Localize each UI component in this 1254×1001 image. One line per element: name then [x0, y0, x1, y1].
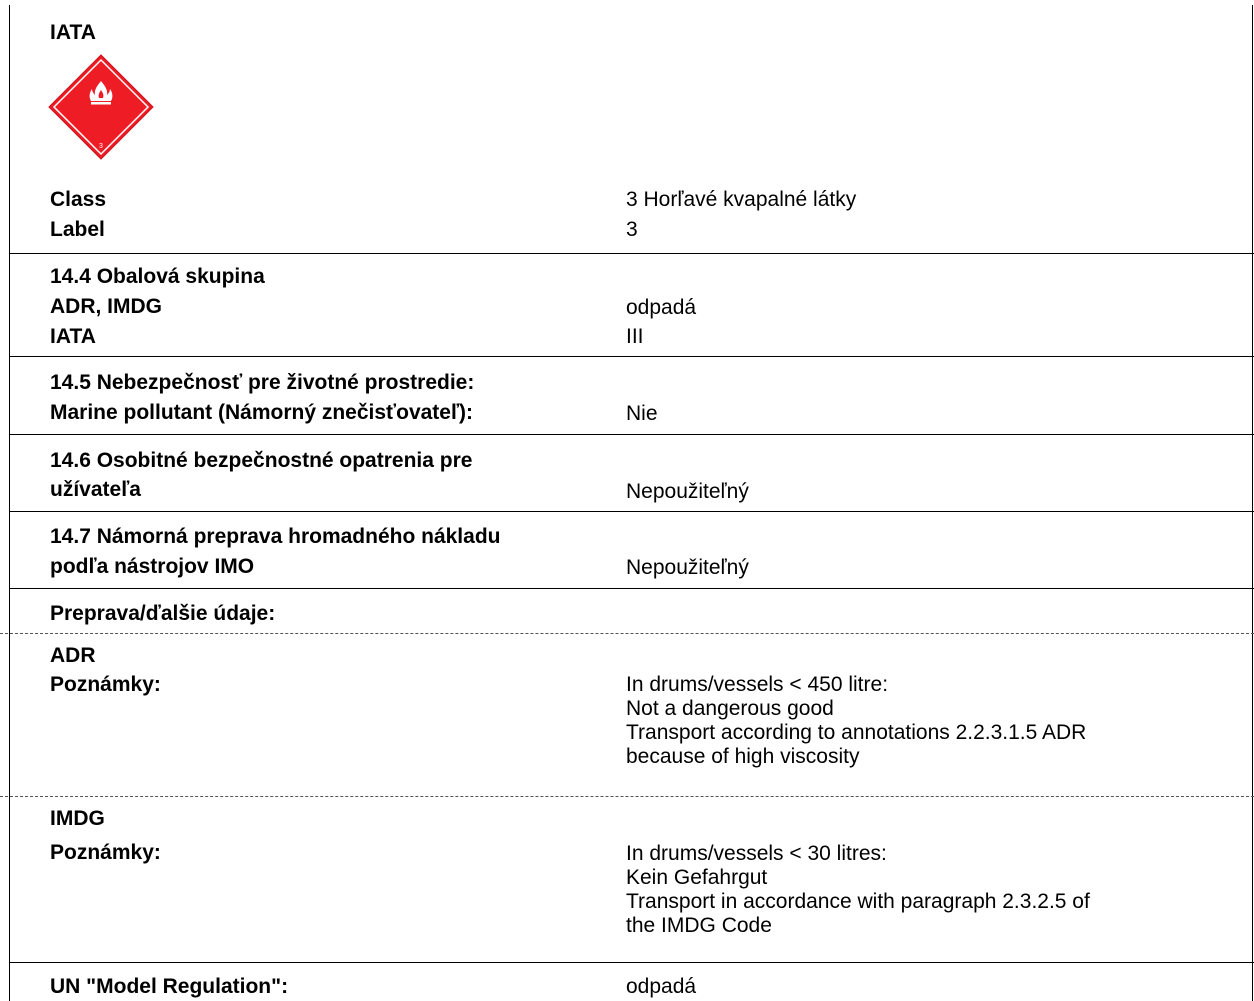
adr-heading: ADR [50, 644, 96, 667]
adr-note-line: because of high viscosity [626, 745, 860, 768]
dashed-divider [0, 796, 1254, 797]
special-precautions-value: Nepoužiteľný [626, 480, 749, 503]
marine-pollutant-label: Marine pollutant (Námorný znečisťovateľ): [50, 401, 474, 424]
bulk-transport-heading-line1: 14.7 Námorná preprava hromadného nákladu [50, 525, 501, 548]
marine-pollutant-value: Nie [626, 402, 658, 425]
environmental-heading: 14.5 Nebezpečnosť pre životné prostredie: [50, 371, 475, 394]
divider [9, 356, 1254, 357]
adr-imdg-value: odpadá [626, 296, 697, 319]
adr-imdg-label: ADR, IMDG [50, 295, 162, 318]
dashed-divider [0, 633, 1254, 634]
un-model-regulation-label: UN "Model Regulation": [50, 975, 289, 998]
imdg-notes-label: Poznámky: [50, 841, 161, 864]
adr-notes [626, 673, 1086, 769]
imdg-note-line: Transport in accordance with paragraph 2.3.2.5 of [626, 890, 1090, 913]
label-value: 3 [626, 218, 638, 241]
class-label: Class [50, 188, 107, 211]
label-label: Label [50, 218, 105, 241]
adr-note-line: In drums/vessels < 450 litre: [626, 673, 889, 696]
iata-value: III [626, 325, 644, 348]
iata-heading: IATA [50, 21, 96, 44]
adr-note-line: Not a dangerous good [626, 697, 834, 720]
imdg-notes [626, 842, 1090, 938]
special-precautions-heading-line1: 14.6 Osobitné bezpečnostné opatrenia pre [50, 449, 473, 472]
divider [9, 588, 1254, 589]
flame-hazard-class-3-icon [47, 53, 155, 161]
imdg-note-line: In drums/vessels < 30 litres: [626, 842, 887, 865]
transport-info-heading: Preprava/ďalšie údaje: [50, 602, 276, 625]
divider [9, 434, 1254, 435]
imdg-note-line: Kein Gefahrgut [626, 866, 768, 889]
class-value: 3 Horľavé kvapalné látky [626, 188, 857, 211]
adr-note-line: Transport according to annotations 2.2.3.1.5 ADR [626, 721, 1087, 744]
adr-notes-label: Poznámky: [50, 673, 161, 696]
packing-group-heading: 14.4 Obalová skupina [50, 265, 265, 288]
divider [9, 511, 1254, 512]
divider [9, 253, 1254, 254]
divider [9, 962, 1254, 963]
imdg-note-line: the IMDG Code [626, 914, 772, 937]
imdg-heading: IMDG [50, 807, 105, 830]
iata-label: IATA [50, 325, 96, 348]
bulk-transport-heading-line2: podľa nástrojov IMO [50, 555, 255, 578]
un-model-regulation-value: odpadá [626, 975, 697, 998]
pictogram-number: 3 [99, 143, 103, 150]
special-precautions-heading-line2: užívateľa [50, 478, 141, 501]
bulk-transport-value: Nepoužiteľný [626, 556, 749, 579]
